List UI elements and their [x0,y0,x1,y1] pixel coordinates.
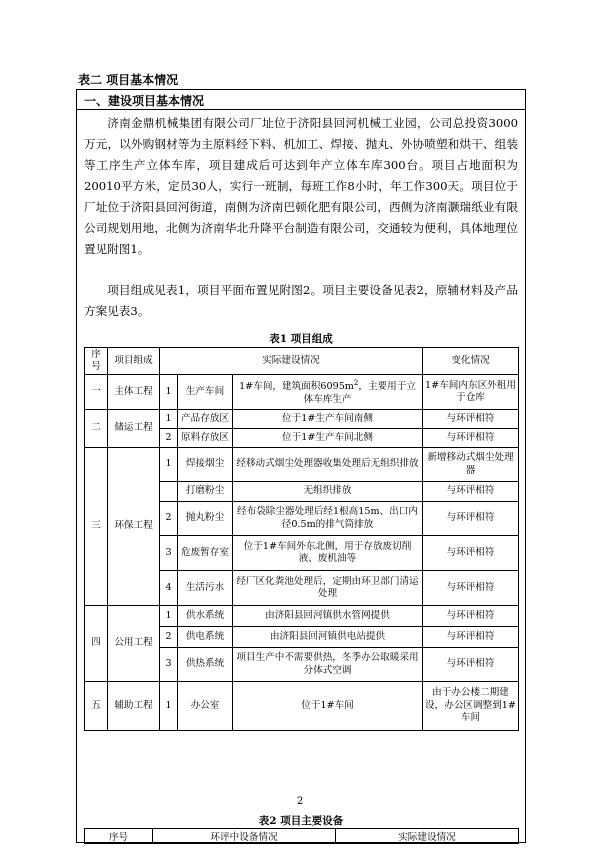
header-change: 变化情况 [423,348,519,375]
row-desc: 位于1#车间外东北侧，用于存放废切削液、废机油等 [233,536,423,571]
group-no: 一 [85,375,108,410]
row-sub-no [160,482,178,502]
row-sub-no: 1 [160,448,178,482]
group-no: 三 [85,448,108,606]
table1-caption: 表1 项目组成 [269,333,333,345]
row-change: 与环评相符 [423,606,519,627]
row-desc: 项目生产中不需要供热，冬季办公取暖采用分体式空调 [233,648,423,682]
row-name: 产品存放区 [178,410,233,429]
section-divider [76,109,526,110]
project-composition-table [84,347,519,731]
row-desc: 1#车间，建筑面积$6095m^2$，主要用于立体车库生产 [233,375,423,410]
row-change: 与环评相符 [423,502,519,536]
row-name: 生活污水 [178,571,233,606]
table-header-row [85,348,519,375]
row-change: 与环评相符 [423,482,519,502]
group-name: 辅助工程 [108,682,160,731]
header-actual: 实际建设情况 [160,348,423,375]
row-sub-no: 1 [160,682,178,731]
group-name: 公用工程 [108,606,160,682]
table2-caption: 表2 项目主要设备 [258,815,344,827]
header-no: 序号 [85,829,153,844]
row-sub-no: 2 [160,429,178,448]
row-name: 生产车间 [178,375,233,410]
row-change: 与环评相符 [423,410,519,429]
page-title: 表二 项目基本情况 [78,73,179,87]
row-desc: 位于1#车间 [233,682,423,731]
row-change: 由于办公楼二期建设，办公区调整到1#车间 [423,682,519,731]
row-name: 打磨粉尘 [178,482,233,502]
group-no: 二 [85,410,108,448]
header-no: 序号 [85,348,108,375]
row-desc: 由济阳县回河镇供水管网提供 [233,606,423,627]
row-sub-no: 1 [160,410,178,429]
row-desc: 位于1#生产车间北侧 [233,429,423,448]
row-change: 与环评相符 [423,571,519,606]
row-desc: 经布袋除尘器处理后经1根高15m、出口内径0.5m的排气筒排放 [233,502,423,536]
header-actual: 实际建设情况 [336,829,519,844]
table-row [85,410,519,429]
group-no: 五 [85,682,108,731]
main-equipment-table [84,828,519,844]
row-desc: 无组织排放 [233,482,423,502]
table-row [85,448,519,482]
group-name: 环保工程 [108,448,160,606]
row-sub-no: 3 [160,536,178,571]
project-description-paragraph: 济南金鼎机械集团有限公司厂址位于济阳县回河机械工业园，公司总投资3000万元，以外购钢材等为主原料经下料、机加工、焊接、抛丸、外协喷塑和烘干、组装等工序生产立体车库，项目建成后可达到年产立体车库300台。项目占地面积为20010平方米，定员30人，实行一班制，每班工作8小时，年工作300天。项目位于厂址位于济阳县回河街道，南侧为济南巴顿化肥有限公司，西侧为济南灏瑞纸业有限公司规划用地，北侧为济南华北升降平台制造有限公司，交通较为便利，具体地理位置见附图1。 [84,116,518,256]
table-row [85,682,519,731]
row-name: 供电系统 [178,627,233,648]
row-desc: 位于1#生产车间南侧 [233,410,423,429]
row-change: 与环评相符 [423,536,519,571]
row-change: 与环评相符 [423,429,519,448]
row-sub-no: 1 [160,606,178,627]
row-sub-no: 3 [160,648,178,682]
row-change: 1#车间内东区外租用于仓库 [423,375,519,410]
row-name: 供热系统 [178,648,233,682]
row-name: 原料存放区 [178,429,233,448]
table-header-row [85,829,519,844]
row-name: 供水系统 [178,606,233,627]
header-item: 项目组成 [108,348,160,375]
row-name: 办公室 [178,682,233,731]
row-desc: 由济阳县回河镇供电站提供 [233,627,423,648]
row-change: 与环评相符 [423,648,519,682]
row-name: 焊接烟尘 [178,448,233,482]
row-desc: 经厂区化粪池处理后，定期由环卫部门清运处理 [233,571,423,606]
header-eia: 环评中设备情况 [153,829,336,844]
group-name: 主体工程 [108,375,160,410]
page-number: 2 [296,796,304,807]
row-name: 抛丸粉尘 [178,502,233,536]
row-change: 与环评相符 [423,627,519,648]
table-row [85,606,519,627]
row-desc: 经移动式烟尘处理器收集处理后无组织排放 [233,448,423,482]
project-reference-paragraph: 项目组成见表1，项目平面布置见附图2。项目主要设备见表2，原辅材料及产品方案见表3。 [84,283,518,318]
group-name: 储运工程 [108,410,160,448]
table-row [85,375,519,410]
row-sub-no: 4 [160,571,178,606]
row-sub-no: 2 [160,502,178,536]
section-heading: 一、建设项目基本情况 [84,94,205,108]
row-sub-no: 2 [160,627,178,648]
row-name: 危废暂存室 [178,536,233,571]
row-sub-no: 1 [160,375,178,410]
row-change: 新增移动式烟尘处理器 [423,448,519,482]
group-no: 四 [85,606,108,682]
